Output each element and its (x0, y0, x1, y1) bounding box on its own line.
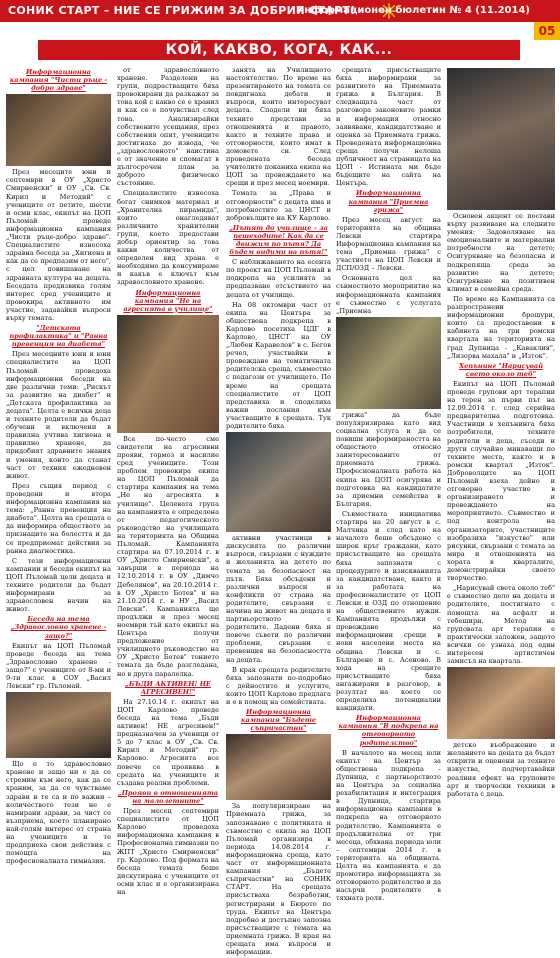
page-title: КОЙ, КАКВО, КОГА, КАК... (38, 40, 520, 60)
article-paragraph: С тези информационни кампании и беседи екипът на ЦОП Пъломай цели децата и техните родители да бъдат информирани за здравословен начин на живот. (6, 556, 111, 614)
article-paragraph: През месец август на територията на община Левски стартира Информационна кампания на тема „Приемна грижа" с участието на ЦОП Левски и ДСП/ОЗД – Левски. (336, 215, 441, 273)
article-paragraph: През месеците юни и септември в ОУ „Христо Смирненски" и ОУ „Св. Св. Кирил и Методий" с учениците от петите, шести и осми клас, екипът на ЦОП Пъломай проведе информационна кампания „Чисти ръце-добро здраве". Специалистите изнесоха здравна беседа за „Хигиена и как да се предпазим от него", с цел повишаване на здравната култура на децата. Беседата предизвика голям интерес сред учениците и провокира активното им участие, задавайки въпроси върху темата. (6, 168, 111, 322)
article-photo (6, 94, 111, 166)
article-paragraph: Екипът на ЦОП Пъломай проведе групови арт терапии на терен за първи път на 12.09.2014 г. след серийна предварителна подготовка. Участници в хепънинга бяха потребители, техните родители и деца, съседи и други случайно минаващи по техните места, както и в ромски квартал „Изток". Доброволците на ЦОП Пъломай взеха дейно и отговорно участие в организирането и провеждането на мероприятието. Съвместно и под контрола на организаторите, участниците изобразиха "изкуство" или рисунки, свързани с темата за мира и отношенията на хората в кварталите, демонстрирайки своето творчество. (447, 379, 555, 583)
article-paragraph: Все по-често сме свидетели на агресивни прояви, тормоз и насилие сред учениците. Този проблем провокира екипа на ЦОП Пъломай да стартира кампания на тема „Не на агресията в училище". Целевата група на кампанията е определена от педагогическото ръководство на училищата на територията на Община Пъломай. Кампанията стартира на 07.10.2014 г. в ОУ „Христо Смирненски", а завърши в периода на 12.10.2014 г. в ОУ „Димчо Дебелянов", на 20.10.2014 г. в ОУ „Христо Ботев" и на 21.10.2014 г. в НУ „Васил Левски". Кампанията ще продължи и през месец ноември тъй като екипът на Центъра получи предложение от училищното ръководство на ОУ „Христо Ботев" тонието темата да бъде разгледана, но в друга паралелка. (117, 434, 219, 678)
section-heading: Беседа на тема „Здравословно хранене - защо?" (10, 615, 107, 640)
article-photo (447, 667, 555, 739)
article-paragraph: По време на Кампанията са разпространени информационни брошури, които са предоставени в кабинета на три ромски квартала на територията на град Дупница - „Каваклия", „Лизорва махала" и „Изток". (447, 294, 555, 360)
article-paragraph: активни участници в дискусията по различни въпроси, свързани с нуждите и желанията на детето по темата за безопасност на пътя. Бяха обсъдени и различни въпроси и конфликти от страна на родителите, свързани с начина на живот на децата и партньорството с родителите. Дадени бяха и повече съвети по различни проблеми, свързани с превенция на безопасността на децата. (226, 534, 331, 664)
issue-label: Информационен бюлетин № 4 (11.2014) (295, 5, 530, 16)
article-paragraph: За популяризиране на Приемната грижа, за запознаване с политиката и съвместно с екипа на ЦОП Пъломай организира в периода 14.08.2014 г. информационна среща, като част от информационната кампания „Бъдете съпричастни" на СОНИК СТАРТ. На срещата присъстваха безработни, регистрирани в Бюрото по труда. Екипът на Центъра подробно и достъпно запозна присъстващите с темата на приемната грижа. В края на срещата има въпроси и информации. (226, 802, 331, 957)
article-paragraph: занята на Училищното настоятелство. По време на презентирането на темата се повдигнаха дебати и въпроси, които интересуват децата. Сподели ни бяха техните представи за отношенията и правото, както и техните права и отговорности, които имат в домовете си. След проведената беседа учителите поканиха екипа на ЦОП за провеждането на срещи и през месец ноември. (226, 66, 331, 188)
article-photo (226, 432, 331, 532)
article-paragraph: Специалистите изнесоха богат снимков материал и „Хранителна пирамида", които онагледяват различните хранителни групи, което предостави добър ориентир за това какви количества от определен вид храна е необходимо да консумираме и какъв е ключът към здравословното хранене. (117, 189, 219, 287)
article-paragraph: С наближаването на есента по проект на ЦОП Пъломай в подкрепа на усилията за предпазване отсъствието на децата от училище. (226, 258, 331, 299)
article-paragraph: Темата за „Права и отговорности" с децата има и потребностите за ЦНСТ и добровълците на КУ Карлово. (226, 189, 331, 222)
section-heading: „Прояви в отношенията на малолетните" (117, 788, 219, 805)
page-number: 05 (534, 22, 560, 40)
section-heading: Информационна кампания "Чисти ръце - добро здраве" (9, 68, 108, 93)
article-column-4 (336, 66, 441, 904)
article-paragraph: срещата присъстващите бяха информирани за развитието на Приемната грижа в България. В следващата част от разговора законовите рамки и информация относно заявяване, кандидатстване и оценка за Приемната грижа. Проведената информационна среща получи нелоша публичност на страницата на ЦОП - Истината ми бъде бъдещите на сайта на Центъра. (336, 66, 441, 188)
article-photo (336, 317, 441, 409)
article-paragraph: детско въображение и желанието на децата да бъдат открити и оценени за техните изкуства, подчертавайки реалния ефект на груповите арт и творчески техники в работата с деца. (447, 741, 555, 798)
article-paragraph: През същия период с проведени и втора информационна кампания на тема: „Ранна превенция на диабета". Целта на срещата е да информира обществото за признаците на болестта и да се предприемат действия за ранна диагностика. (6, 481, 111, 555)
article-paragraph: На 08 октомври част от екипа на Центъра за обществена подкрепа в Карлово посетиха ЦДГ в Карлово, ЦНСТ на ОУ „Любен Каравелов" в с. Бегов речел, участвайки в провеждане на тематичната родителска среща, съвместно с педагози от училището. По време на срещата специалистите от ЦОП представиха и споделиха важни послания към участващите в срещата. Тук родителите бяха (226, 300, 331, 431)
article-paragraph: В началото на месец юли екипът на Център за обществена подкрепа – Дупница, с партньорството на Центъра за социална рехабилитация и интеграция в Дупница, стартира информационна кампания в подкрепа на отговорното родителство. Кампанията е продължителна от три месеца, обхвана периода юли – септември 2014 г. в територията на общината. Целта на кампанията е да промотира информацията за отговорното родителство и да насърчи родителите в тяхната роля. (336, 748, 442, 903)
section-heading: Хепънинг "Нарисувай свето около теб" (458, 361, 543, 378)
section-heading: Информационна кампания "Бъдете съпричастни" (240, 708, 317, 733)
article-paragraph: В края срещата родителите бяха запознати по-подробно с дейностите и услугите, които ЦОП Карлово предлага и е в помощ на семействата. (226, 665, 331, 706)
article-paragraph: грижа" да бъде популяризирана като вид социална услуга и да се повиши информираността на обществото относно заинтересованите от приемната грижа. Професионалната работа на екипа на ЦОП осигурява и подготовка на кандидатите за приемни семейства в България. (336, 410, 441, 508)
article-paragraph: Основен акцент се постави върху развиване на следните умения: Задоволяване на емоционалните и материални потребности на детето; Осигуряване на безопасна и подкрепяща среда за развитие на детето; Осигуряване на позитивен климат в семейна среда. (447, 212, 555, 293)
article-paragraph: от здравословното хранене. Разделени на групи, подрастващите бяха провокирани да разкажат за това кой с какво се е хранил и как се е почувствал след това. Анализирайки собствените усещания, през собствения опит, учениците достигнаха до извода, че „здравословното" наистина е от значение и спомагат в дългосрочен план за доброто физическо състояние. (117, 66, 219, 188)
section-heading: „Пътят до училище – за пешеходите! Как да се движим по пътя? Да бъдем видими на пътя!" (229, 223, 328, 257)
article-paragraph: Екипът на ЦОП Пъломай проведе беседа на тема „Здравословно хранене - защо?" с учениците от 8-ми и 9-ти клас в СОУ „Васил Левски" гр. Пъломай. (6, 641, 111, 691)
section-heading: "Детската профилактика" и "Ранна превенция на диабета" (9, 324, 108, 349)
article-paragraph: През месец септември специалистите от ЦОП Карлово проведоха информационна кампания в Професионална гимназия по ЖПТ „Христо Смирненски" гр. Карлово. Под формата на беседа темата беше дискутирана с учениците от осми клас и е организирана на (117, 807, 219, 896)
article-column-2 (117, 66, 219, 898)
section-heading: Информационна кампания "Приемна грижа" (348, 189, 429, 214)
section-heading: Информационна кампания "Не на агресията в училище" (123, 288, 213, 313)
article-column-5 (447, 66, 555, 800)
article-paragraph: „Нарисувай света около теб" е съвместно дело на децата и родителите, постигнато с помощта на асфалт и тебешири. Метод на груповата арт терапия е практически заложен, защото всички се узнаха под един интересен артистичен замисъл на квартала. (447, 584, 555, 666)
section-heading: Информационна кампания "В подкрепа на отговорното родителство" (338, 714, 439, 747)
article-photo (226, 734, 331, 800)
article-photo (6, 692, 111, 758)
article-paragraph: Съвместната инициатива стартира на 20 август в с. Малчика и след като на началото беше обсъдено с широк кръг граждани, като присъстващите на срещата бяха запознати с процедурите и изискванията за кандидатстване, както и за работата на професионалистите от ЦОП Левски и ОЗД по отношение на обществените нужди. Кампанията продължи с провеждане на информационни срещи в нови населени места на община Левски и с. Българене и с. Асеново. В хода на срещите присъстващите бяха ангажирани в разговор, в резултат на което се определиха потенциални кандидати. (336, 509, 441, 713)
article-photo (117, 315, 219, 433)
article-paragraph: Що е то здравословно хранене и защо ни е да се стремим към него, как да се храним, за да се чувстваме здрави и те са и по важни – количеството тези не е намирани здрави, за чист се възприема, което планирано най-голям интерес от страна на учениците и те предприеха свои действия с помощта на професионалната гимназия. (6, 760, 111, 866)
article-photo (447, 68, 555, 210)
article-paragraph: Основната цел на съвместното мероприятие на информационната кампания е съвместно с услугата „Приемна (336, 274, 441, 315)
section-heading: „БЪДИ АКТИВЕН! НЕ АГРЕСИВЕН!" (125, 679, 211, 696)
newsletter-slogan: СОНИК СТАРТ – НИЕ СЕ ГРИЖИМ ЗА ДОБРИЯ СТАРТ! (8, 4, 356, 17)
article-column-3 (226, 66, 331, 958)
article-paragraph: През месецните юни и юни специалистите на ЦОП Пъломай проведоха информационни беседи на две различни теми: „Рискът за развитие на диабет" и „Детската профилактика за децата". Целта е всички деца и техните родители да бъдат обучени и включени в правилна учтива хигиена и правилно хранене, да придобият здравните знания и умения, които да станат част от техния ежедневен живот. (6, 350, 111, 480)
article-column-1 (6, 66, 111, 867)
article-paragraph: На 27.10.14 г. екипът на ЦОП Карлово проведе беседа на тема „Бъди активен! НЕ агресивен!" предназначен за ученици от 5 до 7 клас в ОУ „Св. Св. Кирил и Методий" гр. Карлово. Агресията все повече се проявява в средата на учениците и създава реални проблеми. (117, 697, 219, 787)
newsletter-header (0, 0, 560, 22)
